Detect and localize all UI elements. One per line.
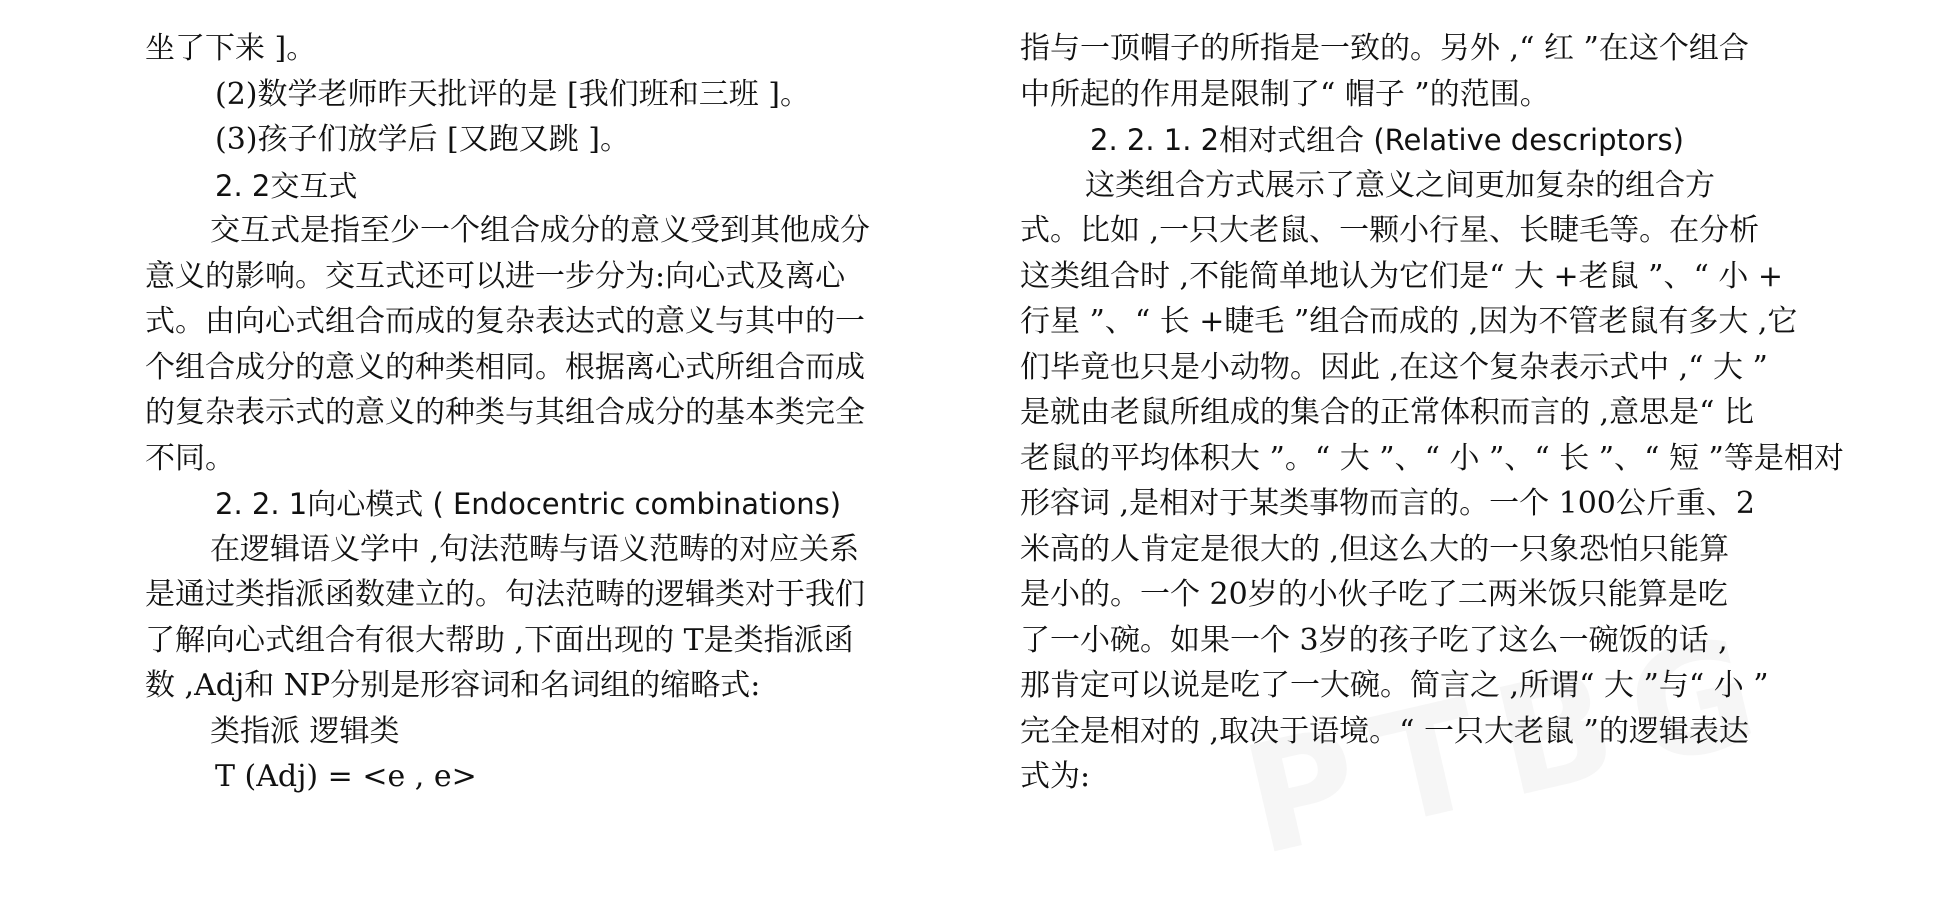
text-line: 2. 2. 1. 2相对式组合 (Relative descriptors) (1090, 123, 1684, 157)
text-line: 式。由向心式组合而成的复杂表达式的意义与其中的一 (145, 304, 865, 339)
text-line: 这类组合方式展示了意义之间更加复杂的组合方 (1085, 167, 1715, 203)
text-line: 意义的影响。交互式还可以进一步分为:向心式及离心 (145, 258, 846, 294)
text-line: 2. 2交互式 (215, 168, 358, 203)
text-line: 行星 ”、“ 长 +睫毛 ”组合而成的 ,因为不管老鼠有多大 ,它 (1020, 304, 1798, 339)
text-line: (3)孩子们放学后 [又跑又跳 ]。 (215, 122, 630, 157)
text-line: 不同。 (145, 440, 235, 476)
text-line: 式。比如 ,一只大老鼠、一颗小行星、长睫毛等。在分析 (1020, 213, 1760, 248)
text-line: T (Adj) = <e , e> (215, 759, 477, 794)
text-line: 坐了下来 ]。 (145, 31, 317, 66)
text-line: 数 ,Adj和 NP分别是形容词和名词组的缩略式: (145, 668, 761, 703)
text-line: 那肯定可以说是吃了一大碗。简言之 ,所谓“ 大 ”与“ 小 ” (1020, 668, 1769, 703)
text-line: (2)数学老师昨天批评的是 [我们班和三班 ]。 (215, 76, 810, 112)
text-line: 的复杂表示式的意义的种类与其组合成分的基本类完全 (145, 395, 865, 430)
text-line: 中所起的作用是限制了“ 帽子 ”的范围。 (1020, 76, 1550, 112)
text-line: 交互式是指至少一个组合成分的意义受到其他成分 (210, 213, 870, 248)
text-line: 这类组合时 ,不能简单地认为它们是“ 大 +老鼠 ”、“ 小 + (1020, 258, 1784, 294)
text-line: 老鼠的平均体积大 ”。“ 大 ”、“ 小 ”、“ 长 ”、“ 短 ”等是相对 (1020, 440, 1844, 476)
text-line: 式为: (1020, 759, 1091, 794)
text-line: 完全是相对的 ,取决于语境。“ 一只大老鼠 ”的逻辑表达 (1020, 713, 1749, 749)
text-line: 是就由老鼠所组成的集合的正常体积而言的 ,意思是“ 比 (1020, 395, 1754, 430)
text-line: 米高的人肯定是很大的 ,但这么大的一只象恐怕只能算 (1020, 531, 1730, 567)
text-line: 类指派 逻辑类 (210, 713, 400, 749)
text-line: 个组合成分的意义的种类相同。根据离心式所组合而成 (145, 349, 865, 385)
text-line: 形容词 ,是相对于某类事物而言的。一个 100公斤重、2 (1020, 486, 1755, 521)
text-line: 2. 2. 1向心模式 ( Endocentric combinations) (215, 487, 842, 521)
text-line: 指与一顶帽子的所指是一致的。另外 ,“ 红 ”在这个组合 (1020, 31, 1749, 66)
text-line: 了解向心式组合有很大帮助 ,下面出现的 T是类指派函 (145, 622, 854, 658)
text-line: 在逻辑语义学中 ,句法范畴与语义范畴的对应关系 (210, 531, 860, 567)
text-line: 是通过类指派函数建立的。句法范畴的逻辑类对于我们 (145, 577, 865, 612)
text-line: 们毕竟也只是小动物。因此 ,在这个复杂表示式中 ,“ 大 ” (1020, 349, 1768, 385)
text-line: 了一小碗。如果一个 3岁的孩子吃了这么一碗饭的话 , (1020, 622, 1728, 658)
text-line: 是小的。一个 20岁的小伙子吃了二两米饭只能算是吃 (1020, 577, 1728, 612)
